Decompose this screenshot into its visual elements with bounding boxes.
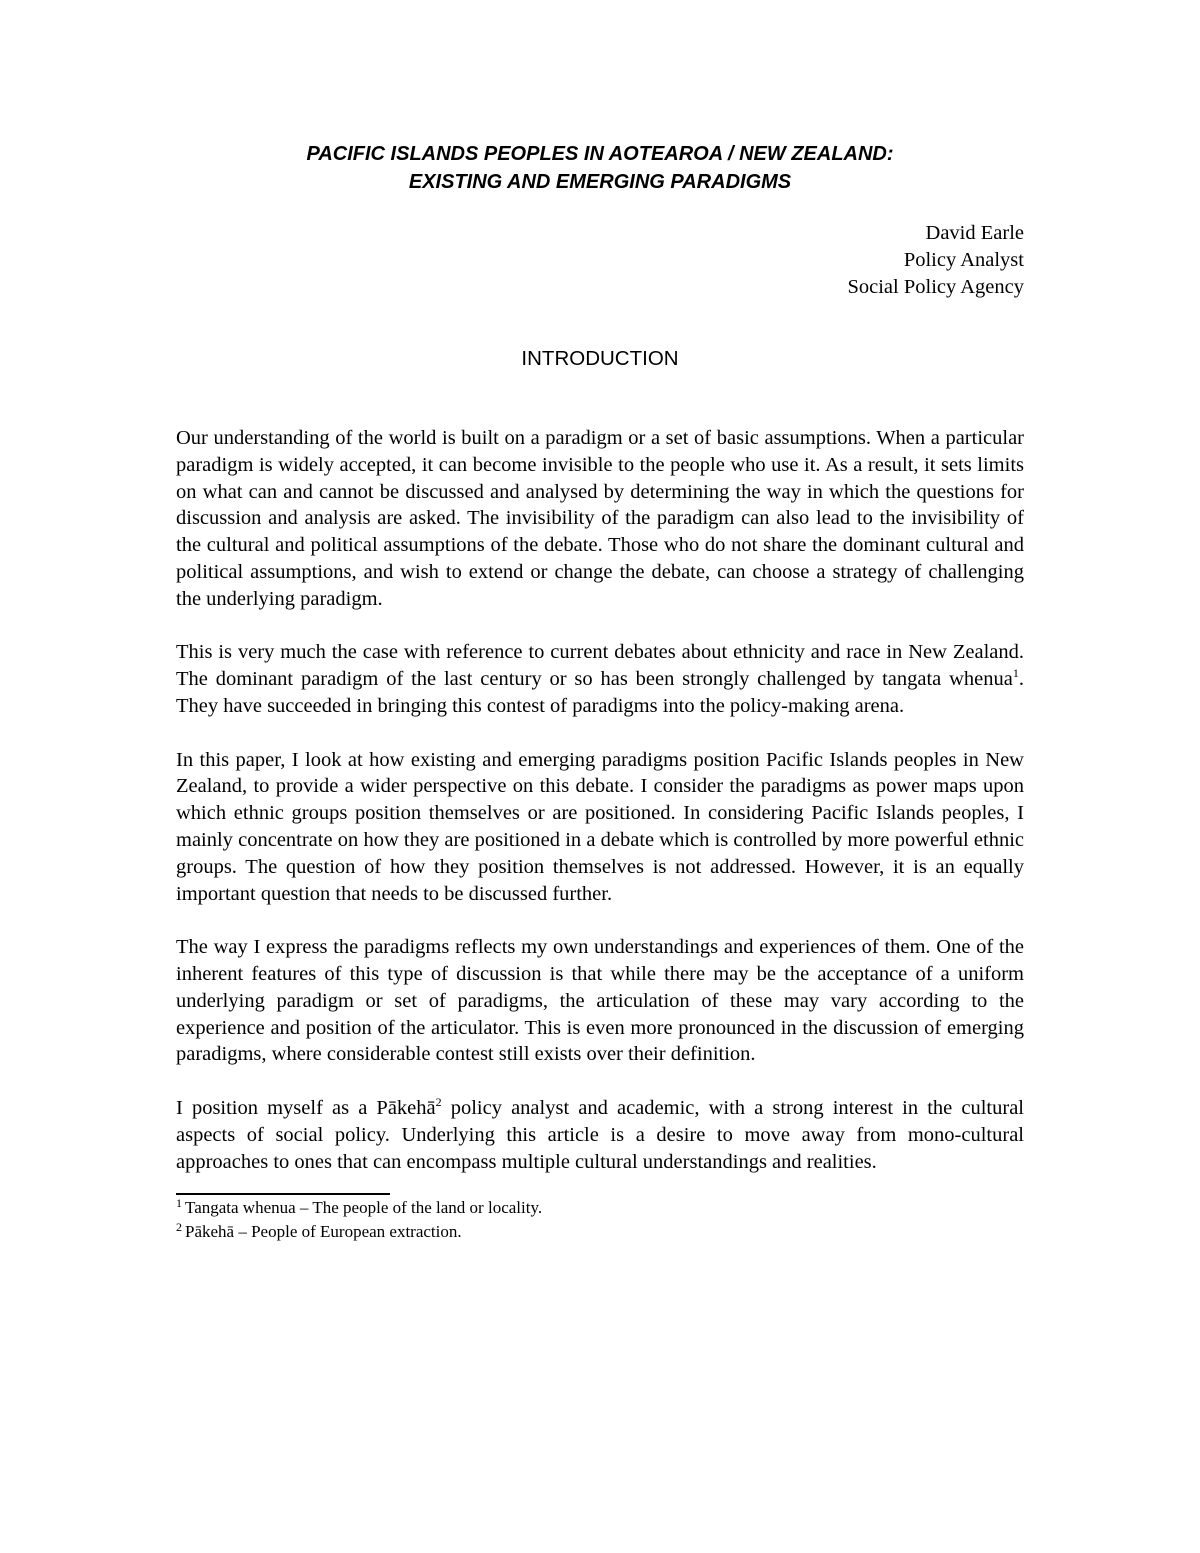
footnote-1 <box>176 1196 1024 1220</box>
document-page <box>176 140 1024 1244</box>
paragraph-2-text-b: . They have succeeded in bringing this contest of paradigms into the policy-making arena. <box>176 668 1024 717</box>
paragraph-5-text-b: policy analyst and academic, with a strong interest in the cultural aspects of social policy. Underlying this article is a desire to move away from mono-cultural approaches to ones that can encompass multiple cultural understandings and realities. <box>176 1096 1024 1173</box>
footnotes <box>176 1196 1024 1244</box>
footnote-2-text: Pākehā – People of European extraction. <box>185 1222 462 1242</box>
author-block <box>176 220 1024 301</box>
author-name: David Earle <box>925 222 1024 244</box>
paragraph-5 <box>176 1095 1024 1175</box>
footnote-ref-2: 2 <box>435 1095 442 1110</box>
footnote-2-number: 2 <box>176 1219 182 1234</box>
footnote-separator <box>176 1193 390 1195</box>
footnote-1-number: 1 <box>176 1195 182 1210</box>
document-title <box>176 140 1024 196</box>
paragraph-2 <box>176 639 1024 719</box>
paragraph-1: Our understanding of the world is built on a paradigm or a set of basic assumptions. When a particular paradigm is widely accepted, it can become invisible to the people who use it. As a result, it sets limits on what can and cannot be discussed and analysed by determining the way in which the questions for discussion and analysis are asked. The invisibility of the paradigm can also lead to the invisibility of the cultural and political assumptions of the debate. Those who do not share the dominant cultural and political assumptions, and wish to extend or change the debate, can choose a strategy of challenging the underlying paradigm. <box>176 427 1024 610</box>
paragraph-5-text-a: I position myself as a Pākehā <box>176 1096 436 1119</box>
footnote-2 <box>176 1220 1024 1244</box>
paragraph-4: The way I express the paradigms reflects my own understandings and experiences of them. One of the inherent features of this type of discussion is that while there may be the acceptance of a uniform underlying paradigm or set of paradigms, the articulation of these may vary according to the experience and position of the articulator. This is even more pronounced in the discussion of emerging paradigms, where considerable contest still exists over their definition. <box>176 936 1024 1066</box>
footnote-1-text: Tangata whenua – The people of the land or locality. <box>185 1198 543 1218</box>
title-line-1: PACIFIC ISLANDS PEOPLES IN AOTEAROA / NEW ZEALAND: <box>306 143 894 165</box>
title-line-2: EXISTING AND EMERGING PARADIGMS <box>408 171 792 193</box>
footnote-ref-1: 1 <box>1012 666 1019 681</box>
paragraph-2-text-a: This is very much the case with reference to current debates about ethnicity and race in New Zealand. The dominant paradigm of the last century or so has been strongly challenged by tangata whenua <box>176 641 1024 691</box>
section-heading: INTRODUCTION <box>521 347 679 370</box>
author-organisation: Social Policy Agency <box>847 276 1024 298</box>
paragraph-3: In this paper, I look at how existing and emerging paradigms position Pacific Islands peoples in New Zealand, to provide a wider perspective on this debate. I consider the paradigms as power maps upon which ethnic groups position themselves or are positioned. In considering Pacific Islands peoples, I mainly concentrate on how they are positioned in a debate which is controlled by more powerful ethnic groups. The question of how they position themselves is not addressed. However, it is an equally important question that needs to be discussed further. <box>176 748 1024 905</box>
author-role: Policy Analyst <box>903 249 1024 271</box>
